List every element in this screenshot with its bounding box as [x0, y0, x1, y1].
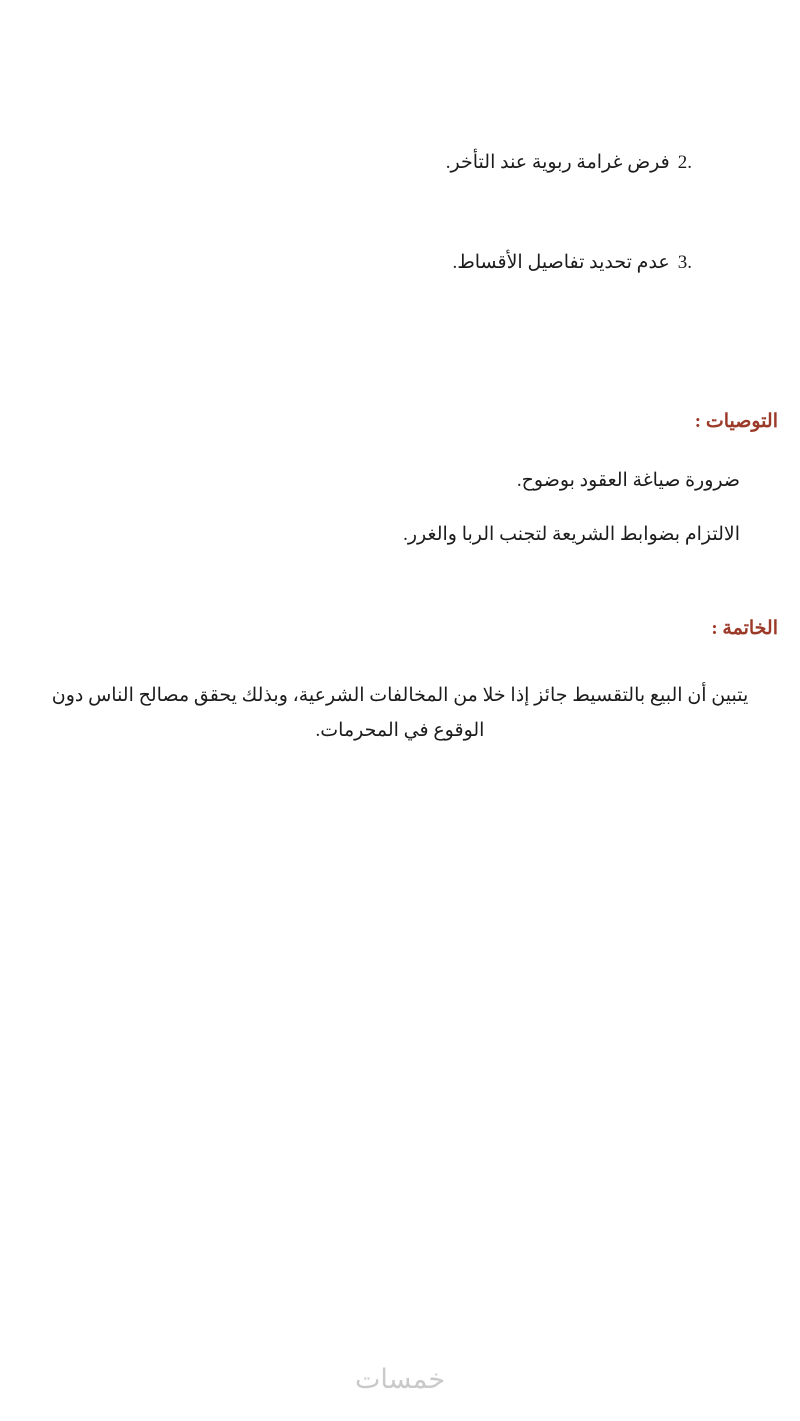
section-heading: الخاتمة :	[711, 617, 778, 639]
list-item	[22, 148, 778, 178]
list-item-marker: 3.	[677, 252, 692, 274]
section-paragraph: ضرورة صياغة العقود بوضوح.	[516, 470, 740, 492]
numbered-list	[22, 148, 778, 279]
list-item	[22, 248, 778, 278]
section-paragraph: يتبين أن البيع بالتقسيط جائز إذا خلا من المخالفات الشرعية، وبذلك يحقق مصالح الناس دون الوقوع في المحرمات.	[51, 685, 749, 742]
list-item-label: عدم تحديد تفاصيل الأقساط.	[452, 252, 670, 274]
section-heading: التوصيات :	[694, 410, 778, 432]
document-body	[22, 0, 778, 748]
section-spacer	[22, 574, 778, 614]
section-paragraph: الالتزام بضوابط الشريعة لتجنب الربا والغرر.	[403, 524, 740, 546]
conclusion-body	[22, 678, 778, 748]
list-item-label: فرض غرامة ربوية عند التأخر.	[445, 152, 670, 173]
watermark-label: خمسات	[354, 1364, 446, 1395]
section-spacer	[22, 349, 778, 407]
section-conclusion	[22, 614, 778, 749]
section-recommendations	[22, 407, 778, 552]
list-item-marker: 2.	[677, 152, 692, 173]
